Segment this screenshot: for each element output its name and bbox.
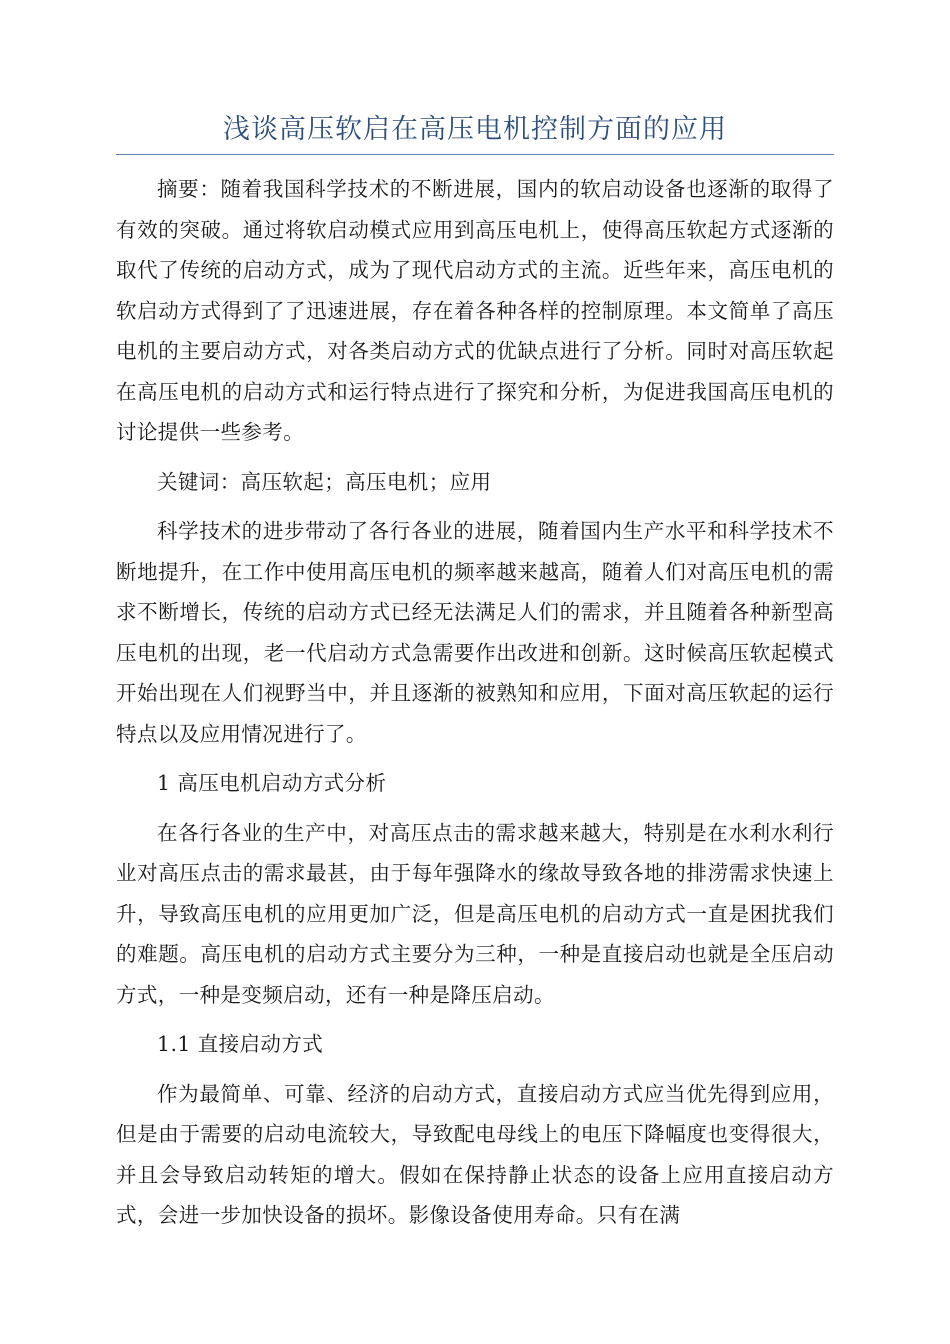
abstract-paragraph: 摘要：随着我国科学技术的不断进展，国内的软启动设备也逐渐的取得了有效的突破。通过将软启动模式应用到高压电机上，使得高压软起方式逐渐的取代了传统的启动方式，成为了现代启动方式的主流。近些年来，高压电机的软启动方式得到了了迅速进展，存在着各种各样的控制原理。本文简单了高压电机的主要启动方式，对各类启动方式的优缺点进行了分析。同时对高压软起在高压电机的启动方式和运行特点进行了探究和分析，为促进我国高压电机的讨论提供一些参考。 [116,177,834,444]
section-1-paragraph: 在各行各业的生产中，对高压点击的需求越来越大，特别是在水利水利行业对高压点击的需求最甚，由于每年强降水的缘故导致各地的排涝需求快速上升，导致高压电机的应用更加广泛，但是高压电机的启动方式一直是困扰我们的难题。高压电机的启动方式主要分为三种，一种是直接启动也就是全压启动方式，一种是变频启动，还有一种是降压启动。 [116,820,834,1007]
document-page [116,110,834,1245]
section-1-1-paragraph: 作为最简单、可靠、经济的启动方式，直接启动方式应当优先得到应用，但是由于需要的启动电流较大，导致配电母线上的电压下降幅度也变得很大，并且会导致启动转矩的增大。假如在保持静止状态的设备上应用直接启动方式，会进一步加快设备的损坏。影像设备使用寿命。只有在满 [116,1081,834,1227]
intro-paragraph: 科学技术的进步带动了各行各业的进展，随着国内生产水平和科学技术不断地提升，在工作中使用高压电机的频率越来越高，随着人们对高压电机的需求不断增长，传统的启动方式已经无法满足人们的需求，并且随着各种新型高压电机的出现，老一代启动方式急需要作出改进和创新。这时候高压软起模式开始出现在人们视野当中，并且逐渐的被熟知和应用，下面对高压软起的运行特点以及应用情况进行了。 [116,519,834,746]
document-title: 浅谈高压软启在高压电机控制方面的应用 [116,110,834,155]
section-1-heading: 1 高压电机启动方式分析 [157,771,387,795]
section-1-1-heading: 1.1 直接启动方式 [157,1032,324,1056]
keywords-line: 关键词：高压软起；高压电机；应用 [157,469,492,494]
